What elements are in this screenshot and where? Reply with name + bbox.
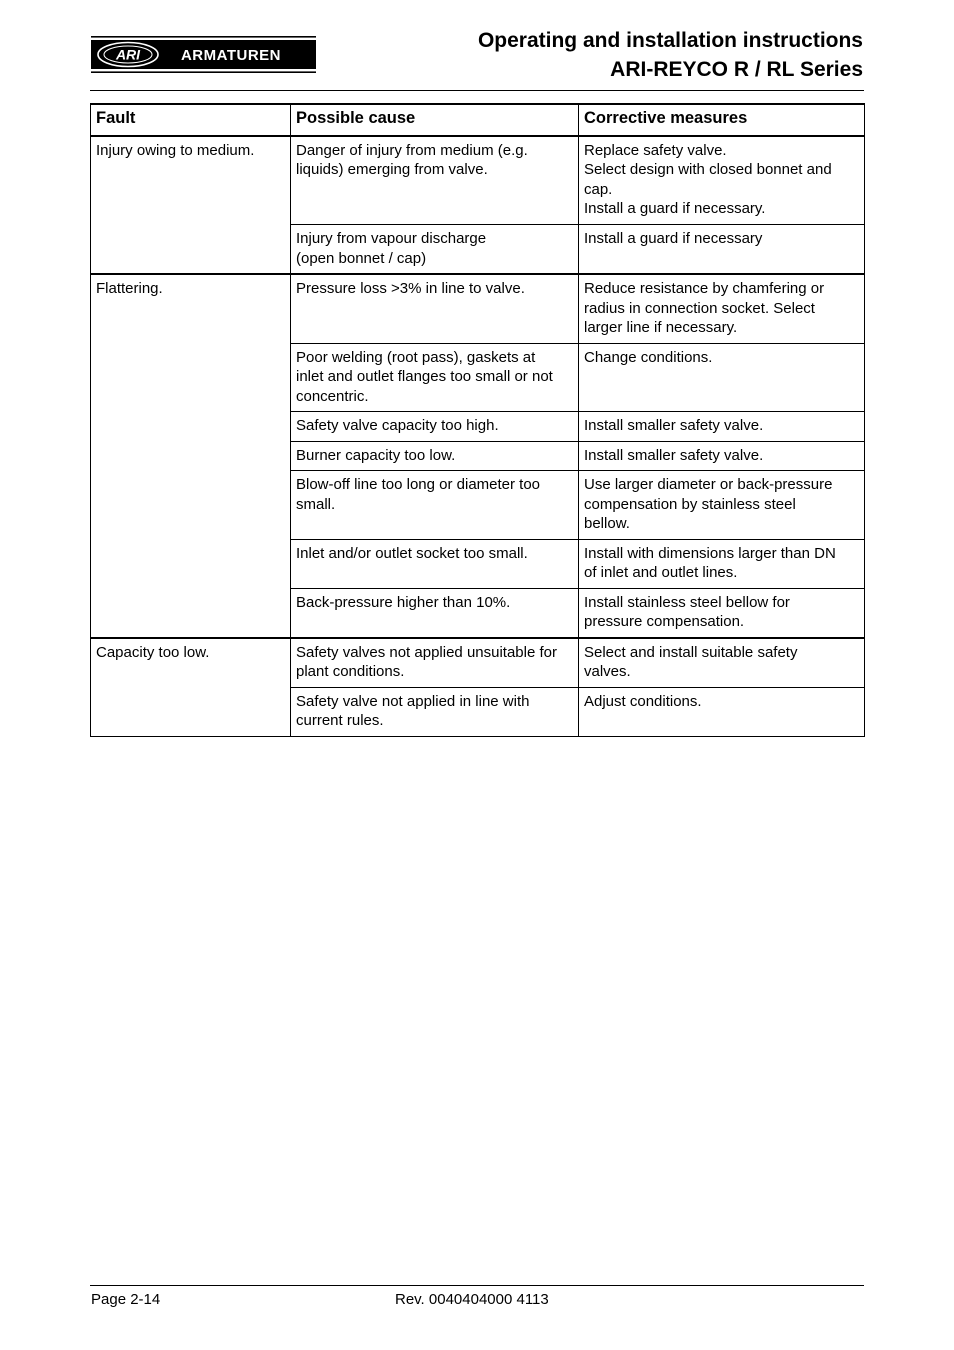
measure-cell: Reduce resistance by chamfering or radius in connection socket. Select larger line if necessary. bbox=[579, 274, 865, 343]
logo-wordmark-text: ARMATUREN bbox=[180, 47, 282, 64]
ari-armaturen-logo bbox=[91, 36, 316, 73]
header-title-line-1: Operating and installation instructions bbox=[477, 29, 863, 52]
table-row bbox=[91, 136, 865, 225]
cause-cell: Burner capacity too low. bbox=[291, 441, 579, 471]
column-header-corrective-measures: Corrective measures bbox=[579, 104, 865, 136]
column-header-fault: Fault bbox=[91, 104, 291, 136]
cause-cell: Injury from vapour discharge (open bonnet / cap) bbox=[291, 225, 579, 275]
revision-number: Rev. 0040404000 4113 bbox=[395, 1291, 549, 1308]
header-title-line-2: ARI-REYCO R / RL Series bbox=[610, 58, 863, 81]
fault-group-flattering bbox=[91, 274, 865, 638]
table-header-row bbox=[91, 104, 865, 136]
page-number: Page 2-14 bbox=[91, 1291, 161, 1308]
cause-cell: Back-pressure higher than 10%. bbox=[291, 588, 579, 638]
measure-cell: Install a guard if necessary bbox=[579, 225, 865, 275]
table-row bbox=[91, 638, 865, 688]
cause-cell: Inlet and/or outlet socket too small. bbox=[291, 539, 579, 588]
cause-cell: Danger of injury from medium (e.g. liquids) emerging from valve. bbox=[291, 136, 579, 225]
measure-cell: Replace safety valve. Select design with closed bonnet and cap. Install a guard if necessary. bbox=[579, 136, 865, 225]
column-header-possible-cause: Possible cause bbox=[291, 104, 579, 136]
cause-cell: Blow-off line too long or diameter too small. bbox=[291, 471, 579, 540]
logo-mark-text: ARI bbox=[115, 46, 141, 63]
footer-divider bbox=[90, 1285, 864, 1286]
measure-cell: Use larger diameter or back-pressure compensation by stainless steel bellow. bbox=[579, 471, 865, 540]
measure-cell: Install stainless steel bellow for pressure compensation. bbox=[579, 588, 865, 638]
measure-cell: Adjust conditions. bbox=[579, 687, 865, 736]
fault-table bbox=[90, 103, 865, 737]
fault-cell: Capacity too low. bbox=[91, 638, 291, 737]
fault-cell: Flattering. bbox=[91, 274, 291, 638]
cause-cell: Safety valve capacity too high. bbox=[291, 412, 579, 442]
document-header-title bbox=[478, 26, 863, 84]
table-row bbox=[91, 274, 865, 343]
measure-cell: Change conditions. bbox=[579, 343, 865, 412]
fault-cell: Injury owing to medium. bbox=[91, 136, 291, 275]
measure-cell: Install smaller safety valve. bbox=[579, 412, 865, 442]
measure-cell: Select and install suitable safety valves. bbox=[579, 638, 865, 688]
cause-cell: Safety valve not applied in line with current rules. bbox=[291, 687, 579, 736]
measure-cell: Install smaller safety valve. bbox=[579, 441, 865, 471]
header-divider bbox=[90, 90, 864, 91]
fault-group-capacity bbox=[91, 638, 865, 737]
cause-cell: Pressure loss >3% in line to valve. bbox=[291, 274, 579, 343]
measure-cell: Install with dimensions larger than DN of inlet and outlet lines. bbox=[579, 539, 865, 588]
fault-group-injury bbox=[91, 136, 865, 275]
cause-cell: Safety valves not applied unsuitable for plant conditions. bbox=[291, 638, 579, 688]
cause-cell: Poor welding (root pass), gaskets at inlet and outlet flanges too small or not concentric. bbox=[291, 343, 579, 412]
